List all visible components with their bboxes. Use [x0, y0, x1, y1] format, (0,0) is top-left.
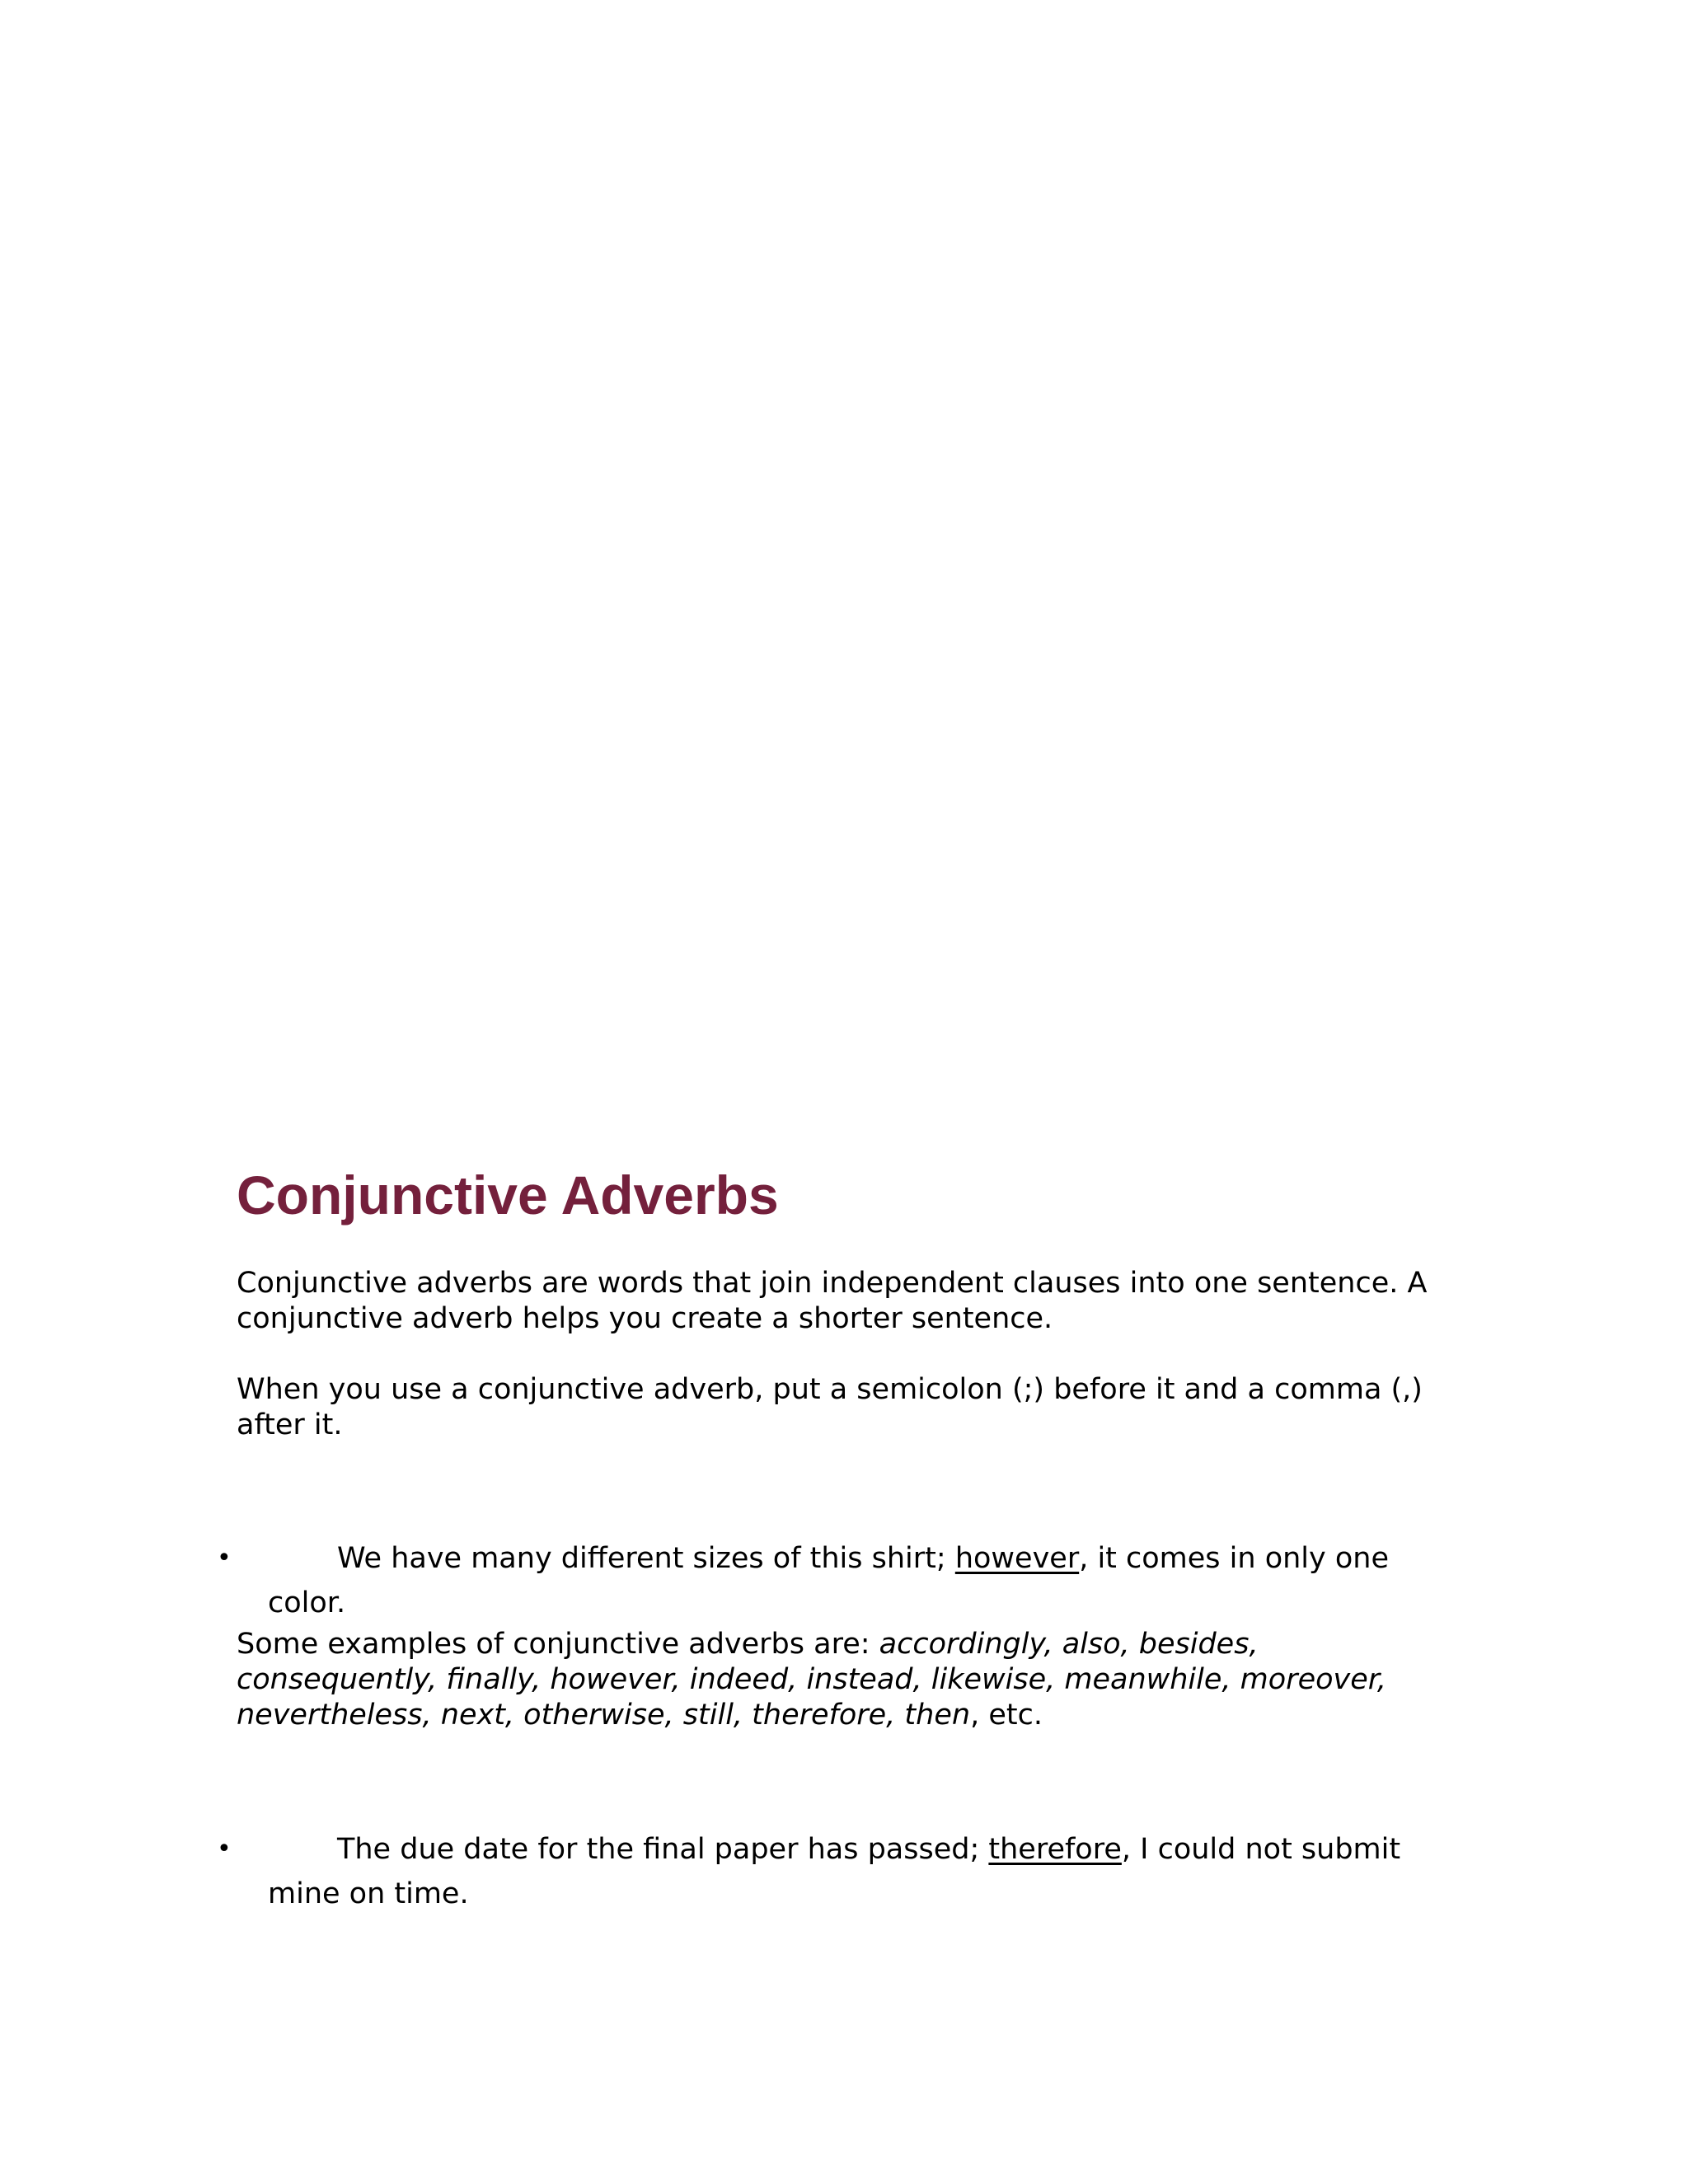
example-1-adverb: however: [954, 1542, 1080, 1575]
example-sentence-however: [217, 1536, 1456, 1625]
example-2-before: The due date for the final paper has passed;: [337, 1833, 989, 1866]
example-2-adverb: therefore: [988, 1833, 1122, 1866]
document-content: [217, 1162, 1456, 1916]
spacer: [237, 1733, 1456, 1827]
examples-words: accordingly, also, besides, consequently, finally, however, indeed, instead, likewise, meanwhile, moreover, nevertheless, next, otherwise, still, therefore, then: [237, 1628, 1387, 1732]
examples-tail: , etc.: [970, 1699, 1043, 1732]
example-sentence-therefore: [217, 1827, 1456, 1916]
intro-paragraph-definition: Conjunctive adverbs are words that join independent clauses into one sentence. A conjunctive adverb helps you create a shorter sentence.: [237, 1267, 1428, 1335]
example-1-before: We have many different sizes of this shirt;: [337, 1542, 955, 1575]
page-title: Conjunctive Adverbs: [237, 1165, 779, 1226]
example-list-1: [217, 1536, 1456, 1625]
examples-lead: Some examples of conjunctive adverbs are:: [237, 1628, 879, 1661]
example-2-after: , I could not submit mine on time.: [268, 1833, 1401, 1910]
example-list-2: [217, 1827, 1456, 1916]
examples-paragraph: [237, 1627, 1456, 1733]
bullet-icon: •: [217, 1544, 232, 1572]
example-1-after: , it comes in only one color.: [268, 1542, 1389, 1619]
bullet-icon: •: [217, 1835, 232, 1863]
intro-paragraph-punctuation: When you use a conjunctive adverb, put a semicolon (;) before it and a comma (,) after it.: [237, 1373, 1423, 1441]
spacer: [237, 1443, 1456, 1536]
